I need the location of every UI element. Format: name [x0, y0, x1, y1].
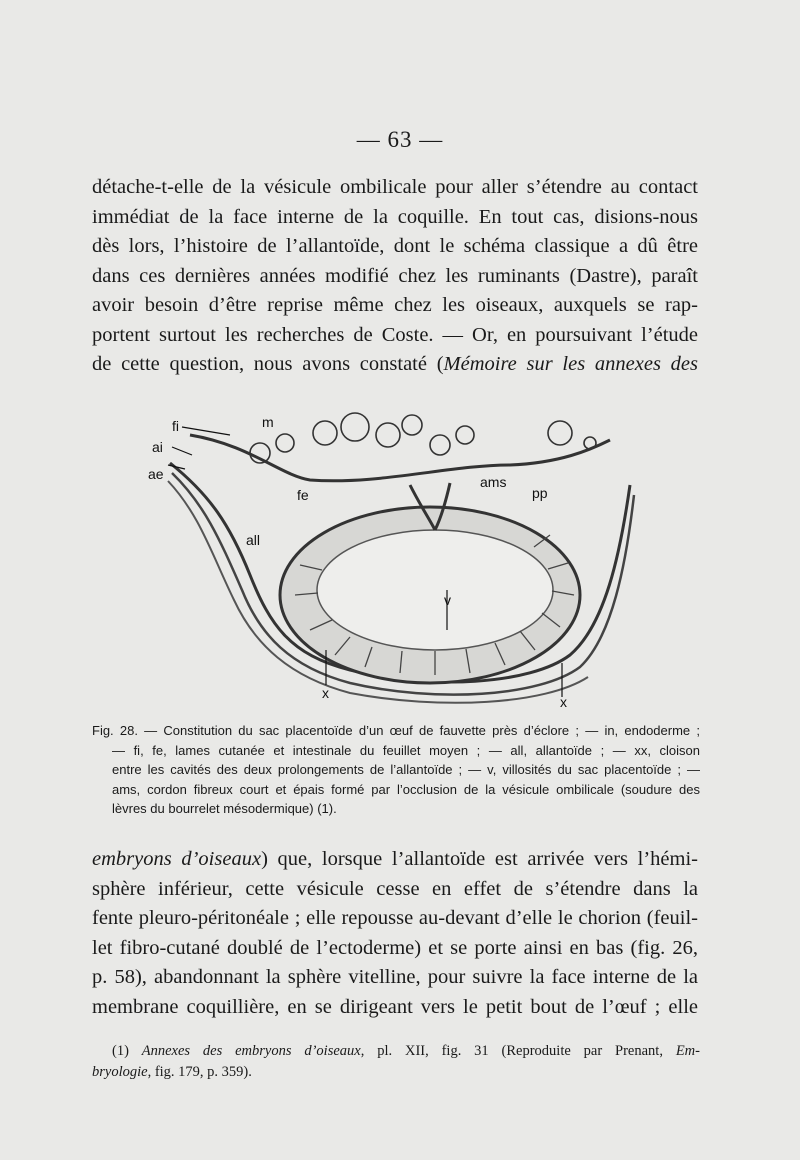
label-all: all — [246, 532, 261, 548]
text-segment: de cette question, nous avons constaté ( — [92, 353, 444, 375]
footnote-title-3: bryologie — [92, 1064, 148, 1080]
italic-citation: embryons d’oiseaux — [92, 848, 262, 870]
text-line — [92, 350, 698, 380]
text-line: p. 58), abandonnant la sphère vitelline, pour suivre la face interne de la — [92, 966, 698, 988]
label-pp: pp — [532, 485, 548, 501]
caption-line: Fig. 28. — Constitution du sac placentoïde d’un œuf de fauvette près d’éclore ; — in, endoderme ; — [92, 723, 700, 738]
footnote-line — [92, 1041, 700, 1062]
label-x-right: x — [560, 694, 567, 710]
placentoid-sac-drawing — [150, 405, 630, 710]
text-segment: ) que, lorsque l’allantoïde est arrivée vers l’hémi- — [261, 848, 698, 870]
label-fe: fe — [297, 487, 309, 503]
label-x-left: x — [322, 685, 329, 701]
figure-28-illustration — [150, 405, 630, 710]
label-m: m — [262, 414, 274, 430]
sac-cavity — [317, 530, 553, 650]
label-ams: ams — [480, 474, 507, 490]
caption-line: ams, cordon fibreux court et épais formé par l’occlusion de la vésicule ombilicale (soudure des — [112, 781, 700, 797]
text-line: immédiat de la face interne de la coquille. En tout cas, disions-nous — [92, 205, 698, 228]
text-line — [92, 845, 698, 875]
text-line: sphère inférieur, cette vésicule cesse en effet de s’étendre dans la — [92, 877, 698, 900]
paragraph-bottom — [92, 845, 698, 1022]
text-line: let fibro-cutané doublé de l’ectoderme) et se porte ainsi en bas (fig. 26, — [92, 936, 698, 959]
footnote — [92, 1041, 700, 1083]
figure-caption — [92, 721, 700, 819]
caption-line: — fi, fe, lames cutanée et intestinale du feuillet moyen ; — all, allantoïde ; — xx, cloison — [112, 742, 700, 758]
text-line: portent surtout les recherches de Coste. — Or, en poursuivant l’étude — [92, 323, 698, 346]
chorion-band — [190, 435, 610, 481]
caption-line: entre les cavités des deux prolongements de l’allantoïde ; — v, villosités du sac placentoïde ; — — [112, 762, 700, 777]
footnote-marker: (1) — [112, 1043, 142, 1059]
footnote-text: , pl. XII, fig. 31 (Reproduite par Prenant, — [360, 1043, 676, 1059]
footnote-text-2: , fig. 179, p. 359). — [147, 1064, 252, 1080]
villi-top — [250, 413, 596, 463]
footnote-title-2: Em- — [675, 1043, 700, 1059]
text-line: dès lors, l’histoire de l’allantoïde, dont le schéma classique a dû être — [92, 235, 698, 257]
paragraph-top — [92, 173, 698, 380]
label-v: v — [444, 592, 451, 608]
label-ae: ae — [148, 466, 164, 482]
text-line: dans ces dernières années modifié chez les ruminants (Dastre), paraît — [92, 264, 698, 287]
text-line: fente pleuro-péritonéale ; elle repousse au-devant d’elle le chorion (feuil- — [92, 907, 698, 929]
footnote-line — [92, 1062, 700, 1083]
page-number: — 63 — — [356, 127, 444, 152]
text-line: avoir besoin d’être reprise même chez les oiseaux, auxquels se rap- — [92, 294, 698, 316]
caption-line: lèvres du bourrelet mésodermique) (1). — [112, 801, 337, 816]
text-line: détache-t-elle de la vésicule ombilicale pour aller s’étendre au contact — [92, 176, 698, 198]
label-fi: fi — [172, 418, 179, 434]
text-line: membrane coquillière, en se dirigeant vers le petit bout de l’œuf ; elle — [92, 995, 698, 1018]
italic-citation: Mémoire sur les annexes des — [443, 353, 698, 375]
footnote-title: Annexes des embryons d’oiseaux — [141, 1043, 361, 1059]
label-ai: ai — [152, 439, 163, 455]
